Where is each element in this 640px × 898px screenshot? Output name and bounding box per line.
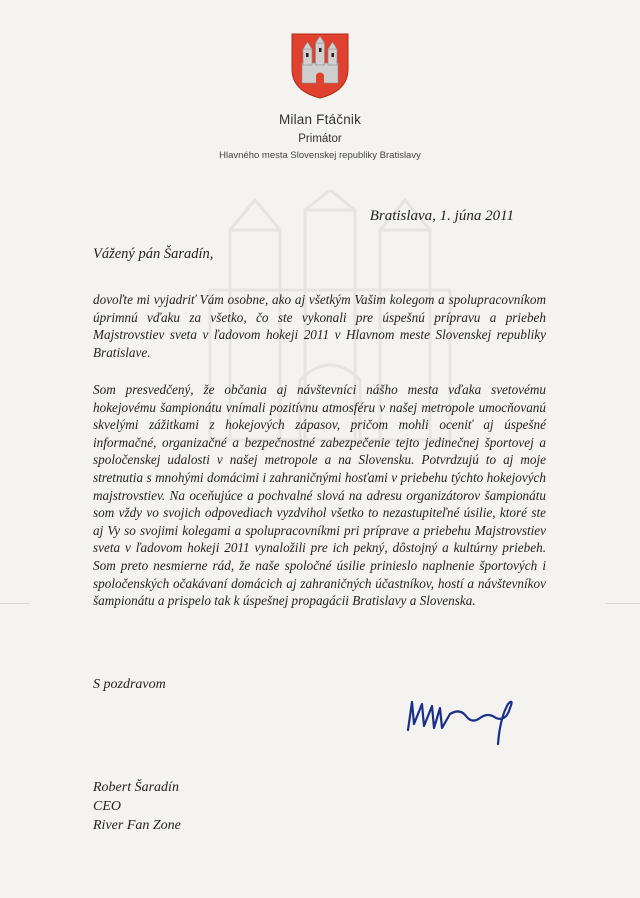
coat-of-arms-icon: [291, 33, 349, 99]
letterhead-title: Primátor: [298, 133, 342, 145]
letter-closing: S pozdravom: [93, 677, 166, 692]
letter-paragraph: dovoľte mi vyjadriť Vám osobne, ako aj všetkým Vašim kolegom a spolupracovníkom úprimnú vďaku za všetko, čo ste vykonali pre úspešnú prípravu a priebeh Majstrovstiev sveta v ľadovom hokeji 2011 v Hlavnom meste Slovenskej republiky Bratislave.: [93, 292, 546, 360]
sender-role: CEO: [93, 799, 121, 814]
fold-line: [606, 603, 640, 604]
letter-paragraph: Som presvedčený, že občania aj návštevníci nášho mesta vďaka svetovému hokejovému šampionátu vnímali pozitívnu atmosféru v našej metropole umocňovanú skvelými zážitkami z hokejových zápasov, pričom mohli oceniť aj úspešné informačné, organizačné a bezpečnostné zabezpečenie tejto jedinečnej športovej a spoločenskej udalosti v našej metropole a na Slovensku. Potvrdzujú to aj moje stretnutia s mnohými domácimi i zahraničnými hosťami v priebehu týchto hokejových majstrovstiev. Na oceňujúce a pochvalné slová na adresu organizátorov šampionátu som vždy vo svojich odpovediach vyzdvihol všetko to nezastupiteľné úsilie, ktoré ste aj Vy so svojimi kolegami a spolupracovníkmi pri príprave a priebehu Majstrovstiev sveta v ľadovom hokeji 2011 vynaložili pre ich pekný, dôstojný a kultúrny priebeh. Som preto nesmierne rád, že naše spoločné úsilie prinieslo naplnenie športových i spoločenských očakávaní domácich aj zahraničných účastníkov, hostí a návštevníkov šampionátu a prispelo tak k úspešnej propagácii Bratislavy a Slovenska.: [93, 382, 546, 609]
letter-date: Bratislava, 1. júna 2011: [369, 208, 514, 224]
sender-name: Robert Šaradín: [93, 780, 179, 795]
letter-salutation: Vážený pán Šaradín,: [93, 246, 214, 262]
letterhead-name: Milan Ftáčnik: [278, 112, 362, 127]
sender-organization: River Fan Zone: [93, 818, 181, 833]
sender-block: [93, 778, 181, 835]
signature-icon: [402, 694, 520, 746]
letterhead-city: Hlavného mesta Slovenskej republiky Bratislavy: [219, 150, 421, 161]
fold-line: [0, 603, 30, 604]
